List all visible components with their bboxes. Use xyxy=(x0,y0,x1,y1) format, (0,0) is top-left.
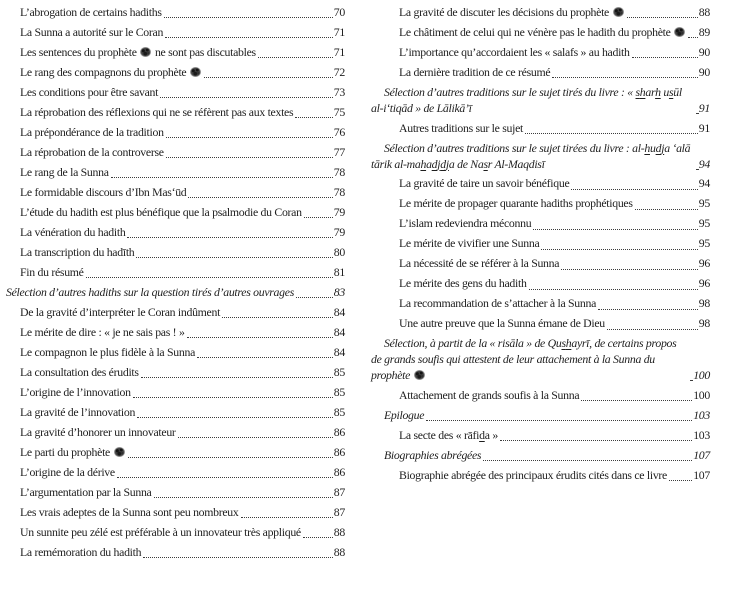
toc-entry-title: Autres traditions sur le sujet xyxy=(399,120,524,135)
underlined-transliteration-letter: h xyxy=(644,140,650,155)
page-number: 86 xyxy=(333,424,345,439)
page-number: 89 xyxy=(698,24,710,39)
toc-entry xyxy=(20,105,345,121)
toc-entry-title: L’origine de l’innovation xyxy=(20,384,131,399)
dot-leader xyxy=(187,337,333,338)
page-number: 86 xyxy=(333,444,345,459)
page-number: 95 xyxy=(698,236,710,251)
underlined-transliteration-letter: d xyxy=(440,156,446,171)
toc-entry-title: Le rang de la Sunna xyxy=(20,164,109,179)
dot-leader xyxy=(258,57,333,58)
toc-entry-title: Le mérite de vivifier une Sunna xyxy=(399,236,540,251)
underlined-transliteration-letter: h xyxy=(565,336,572,351)
dot-leader xyxy=(688,37,698,38)
toc-entry-title: La gravité d’honorer un innovateur xyxy=(20,424,176,439)
page-number: 72 xyxy=(333,64,345,79)
page-number: 94 xyxy=(698,156,710,171)
page-number: 73 xyxy=(333,84,345,99)
dot-leader xyxy=(111,177,333,178)
toc-entry xyxy=(20,445,345,461)
page-number: 87 xyxy=(333,484,345,499)
toc-entry xyxy=(20,205,345,221)
toc-entry-title: Un sunnite peu zélé est préférable à un innovateur très appliqué xyxy=(20,524,301,539)
toc-entry xyxy=(20,225,345,241)
toc-entry xyxy=(20,465,345,481)
toc-entry xyxy=(20,165,345,181)
toc-entry-title: La réprobation de la controverse xyxy=(20,144,164,159)
dot-leader xyxy=(426,420,692,421)
underlined-transliteration-letter: s xyxy=(483,156,488,171)
toc-entry-title: De la gravité d’interpréter le Coran indûment xyxy=(20,304,221,319)
toc-entry-title: Biographies abrégées xyxy=(384,447,482,462)
toc-entry xyxy=(20,185,345,201)
dot-leader xyxy=(304,217,333,218)
toc-entry-title: Le formidable discours d’Ibn Mas‘ūd xyxy=(20,184,187,199)
toc-section-heading xyxy=(371,448,710,464)
toc-entry xyxy=(20,365,345,381)
toc-entry-title: La remémoration du hadith xyxy=(20,544,142,559)
toc-section-heading xyxy=(371,141,710,173)
dot-leader xyxy=(143,557,333,558)
toc-entry xyxy=(399,5,710,21)
toc-entry-title: Fin du résumé xyxy=(20,264,84,279)
dot-leader xyxy=(669,480,692,481)
toc-section-heading xyxy=(371,336,710,383)
page-number: 95 xyxy=(698,196,710,211)
toc-entry xyxy=(20,345,345,361)
toc-column-left xyxy=(6,5,345,600)
page-number: 88 xyxy=(333,544,345,559)
dot-leader xyxy=(86,277,333,278)
page-number: 98 xyxy=(698,316,710,331)
page-number: 87 xyxy=(333,504,345,519)
toc-entry-title: Le mérite de propager quarante hadiths prophétiques xyxy=(399,196,633,211)
toc-entry xyxy=(20,5,345,21)
toc-entry-title: L’origine de la dérive xyxy=(20,464,115,479)
page-number: 100 xyxy=(693,387,710,402)
toc-entry xyxy=(399,65,710,81)
toc-entry xyxy=(399,428,710,444)
page-number: 75 xyxy=(333,104,345,119)
page-number: 94 xyxy=(698,176,710,191)
underlined-transliteration-letter: s xyxy=(668,84,674,99)
toc-entry-title: L’importance qu’accordaient les « salafs » au hadith xyxy=(399,44,630,59)
toc-entry xyxy=(399,45,710,61)
page-number: 84 xyxy=(333,304,345,319)
page-number: 85 xyxy=(333,384,345,399)
toc-entry xyxy=(399,388,710,404)
page-number: 85 xyxy=(333,364,345,379)
toc-entry-title: Le châtiment de celui qui ne vénère pas le hadith du prophète xyxy=(399,25,686,41)
toc-entry xyxy=(20,325,345,341)
underlined-transliteration-letter: j xyxy=(445,156,449,171)
toc-entry-title: Le parti du prophète xyxy=(20,445,126,461)
dot-leader xyxy=(696,113,698,114)
page-number: 77 xyxy=(333,144,345,159)
toc-entry xyxy=(20,245,345,261)
toc-entry-title: Le mérite des gens du hadith xyxy=(399,276,527,291)
toc-entry-title: L’étude du hadith est plus bénéfique que la psalmodie du Coran xyxy=(20,204,302,219)
page-number: 81 xyxy=(333,264,345,279)
dot-leader xyxy=(525,133,698,134)
toc-entry xyxy=(20,305,345,321)
page-number: 71 xyxy=(333,24,345,39)
page-number: 107 xyxy=(693,447,710,462)
dot-leader xyxy=(128,457,333,458)
dot-leader xyxy=(204,77,333,78)
toc-entry-title: La consultation des érudits xyxy=(20,364,139,379)
toc-entry xyxy=(399,216,710,232)
dot-leader xyxy=(561,269,698,270)
toc-entry-title: La gravité de taire un savoir bénéfique xyxy=(399,176,570,191)
toc-entry-title: La recommandation de s’attacher à la Sunna xyxy=(399,296,597,311)
toc-entry xyxy=(399,176,710,192)
dot-leader xyxy=(222,317,333,318)
toc-entry-title: L’islam redeviendra méconnu xyxy=(399,216,532,231)
dot-leader xyxy=(690,380,692,381)
toc-entry-title: La transcription du hadīth xyxy=(20,244,135,259)
toc-entry xyxy=(20,265,345,281)
page-number: 90 xyxy=(698,64,710,79)
pbuh-calligraphy-icon xyxy=(114,447,125,457)
page-number: 84 xyxy=(333,344,345,359)
dot-leader xyxy=(137,417,333,418)
toc-entry-title: La nécessité de se référer à la Sunna xyxy=(399,256,560,271)
toc-entry-title: Sélection d’autres traditions sur le sujet tirées du livre : al-hudja ‘alā tārik al-mahadjdja de Nasr Al-Maqdisī xyxy=(371,140,691,171)
toc-entry xyxy=(20,485,345,501)
page-number: 100 xyxy=(693,367,710,382)
pbuh-calligraphy-icon xyxy=(190,67,201,77)
toc-entry xyxy=(20,65,345,81)
toc-entry xyxy=(399,236,710,252)
toc-entry xyxy=(20,45,345,61)
dot-leader xyxy=(696,169,698,170)
toc-entry-title: Sélection d’autres hadiths sur la question tirés d’autres ouvrages xyxy=(6,284,294,299)
page-number: 84 xyxy=(333,324,345,339)
page-number: 91 xyxy=(698,100,710,115)
toc-entry xyxy=(20,145,345,161)
dot-leader xyxy=(541,249,697,250)
pbuh-calligraphy-icon xyxy=(674,27,685,37)
toc-entry xyxy=(20,85,345,101)
toc-entry-title: Une autre preuve que la Sunna émane de Dieu xyxy=(399,316,605,331)
toc-entry-title: La secte des « rāfida » xyxy=(399,427,498,442)
dot-leader xyxy=(197,357,333,358)
toc-entry-title: La prépondérance de la tradition xyxy=(20,124,164,139)
dot-leader xyxy=(166,157,333,158)
dot-leader xyxy=(533,229,697,230)
page-number: 96 xyxy=(698,276,710,291)
page-number: 88 xyxy=(333,524,345,539)
page-number: 78 xyxy=(333,184,345,199)
toc-column-right xyxy=(371,5,710,600)
toc-entry-title: Sélection, à partit de la « risāla » de Qushayrī, de certains propos de grands soufis qui attestent de leur attachement à la Sunna du prophète xyxy=(371,336,677,382)
toc-entry xyxy=(20,525,345,541)
page-number: 71 xyxy=(333,44,345,59)
toc-entry-title: Le rang des compagnons du prophète xyxy=(20,65,202,81)
dot-leader xyxy=(133,397,333,398)
dot-leader xyxy=(635,209,698,210)
pbuh-calligraphy-icon xyxy=(140,47,151,57)
toc-entry xyxy=(20,125,345,141)
dot-leader xyxy=(483,460,692,461)
toc-entry xyxy=(399,316,710,332)
page-number: 88 xyxy=(698,5,710,19)
toc-entry xyxy=(20,545,345,561)
toc-entry-title: La Sunna a autorité sur le Coran xyxy=(20,24,164,39)
toc-entry-title: La réprobation des réflexions qui ne se réfèrent pas aux textes xyxy=(20,104,294,119)
toc-entry-title: Biographie abrégée des principaux érudits cités dans ce livre xyxy=(399,467,667,482)
dot-leader xyxy=(581,400,692,401)
toc-entry-title: Attachement de grands soufis à la Sunna xyxy=(399,387,580,402)
toc-entry-title: La gravité de discuter les décisions du prophète xyxy=(399,5,625,21)
underlined-transliteration-letter: s xyxy=(635,84,640,99)
page-number: 85 xyxy=(333,404,345,419)
page-number: 80 xyxy=(333,244,345,259)
underlined-transliteration-letter: d xyxy=(431,156,438,171)
toc-entry xyxy=(399,25,710,41)
page-number: 86 xyxy=(333,464,345,479)
dot-leader xyxy=(164,17,333,18)
page-number: 103 xyxy=(693,407,710,422)
page-number: 79 xyxy=(333,224,345,239)
toc-entry-title: Les conditions pour être savant xyxy=(20,84,159,99)
toc-entry xyxy=(20,385,345,401)
toc-entry xyxy=(399,196,710,212)
toc-entry-title: Le mérite de dire : « je ne sais pas ! » xyxy=(20,324,185,339)
dot-leader xyxy=(571,189,697,190)
dot-leader xyxy=(188,197,332,198)
dot-leader xyxy=(136,257,332,258)
toc-entry xyxy=(399,121,710,137)
toc-entry xyxy=(399,468,710,484)
toc-entry xyxy=(399,296,710,312)
dot-leader xyxy=(529,289,698,290)
page-number: 98 xyxy=(698,296,710,311)
toc-entry-title: Le compagnon le plus fidèle à la Sunna xyxy=(20,344,196,359)
toc-entry-title: Les vrais adeptes de la Sunna sont peu nombreux xyxy=(20,504,239,519)
toc-entry xyxy=(20,425,345,441)
toc-entry-title: La vénération du hadith xyxy=(20,224,126,239)
dot-leader xyxy=(160,97,333,98)
page-number: 103 xyxy=(693,427,710,442)
toc-entry xyxy=(399,276,710,292)
toc-section-heading xyxy=(6,285,345,301)
dot-leader xyxy=(552,77,698,78)
toc-entry xyxy=(20,405,345,421)
dot-leader xyxy=(303,537,333,538)
underlined-transliteration-letter: j xyxy=(661,140,665,155)
dot-leader xyxy=(117,477,333,478)
toc-section-heading xyxy=(371,408,710,424)
page-number: 83 xyxy=(333,284,345,299)
page-number: 91 xyxy=(698,120,710,135)
page-number: 107 xyxy=(693,467,710,482)
dot-leader xyxy=(178,437,333,438)
dot-leader xyxy=(165,37,333,38)
underlined-transliteration-letter: d xyxy=(655,140,662,155)
page-number: 76 xyxy=(333,124,345,139)
toc-entry xyxy=(20,505,345,521)
page-number: 95 xyxy=(698,216,710,231)
underlined-transliteration-letter: s xyxy=(561,336,566,351)
toc-entry-title: La gravité de l’innovation xyxy=(20,404,136,419)
toc-entry xyxy=(399,256,710,272)
toc-entry-title: L’abrogation de certains hadiths xyxy=(20,5,162,19)
dot-leader xyxy=(166,137,333,138)
underlined-transliteration-letter: h xyxy=(420,156,427,171)
toc-entry-title: Sélection d’autres traditions sur le sujet tirés du livre : « sharh usūl al-i‘tiqād » de Lālikā’ī xyxy=(371,84,682,115)
underlined-transliteration-letter: h xyxy=(655,84,661,99)
toc-entry-title: La dernière tradition de ce résumé xyxy=(399,64,551,79)
dot-leader xyxy=(500,440,692,441)
page-number: 70 xyxy=(333,5,345,19)
dot-leader xyxy=(627,17,698,18)
page-number: 78 xyxy=(333,164,345,179)
underlined-transliteration-letter: h xyxy=(639,84,646,99)
dot-leader xyxy=(127,237,332,238)
toc-entry xyxy=(20,25,345,41)
dot-leader xyxy=(607,329,698,330)
page-number: 90 xyxy=(698,44,710,59)
dot-leader xyxy=(141,377,333,378)
underlined-transliteration-letter: j xyxy=(437,156,441,171)
toc-entry-title: L’argumentation par la Sunna xyxy=(20,484,152,499)
toc-entry-title: Les sentences du prophète ne sont pas discutables xyxy=(20,44,256,59)
underlined-transliteration-letter: d xyxy=(479,427,485,442)
pbuh-calligraphy-icon xyxy=(414,370,425,380)
pbuh-calligraphy-icon xyxy=(613,7,624,17)
dot-leader xyxy=(598,309,698,310)
dot-leader xyxy=(295,117,333,118)
toc-section-heading xyxy=(371,85,710,117)
toc-entry-title: Epilogue xyxy=(384,407,425,422)
dot-leader xyxy=(154,497,333,498)
dot-leader xyxy=(632,57,698,58)
page-number: 96 xyxy=(698,256,710,271)
dot-leader xyxy=(296,297,333,298)
dot-leader xyxy=(241,517,333,518)
page-number: 79 xyxy=(333,204,345,219)
